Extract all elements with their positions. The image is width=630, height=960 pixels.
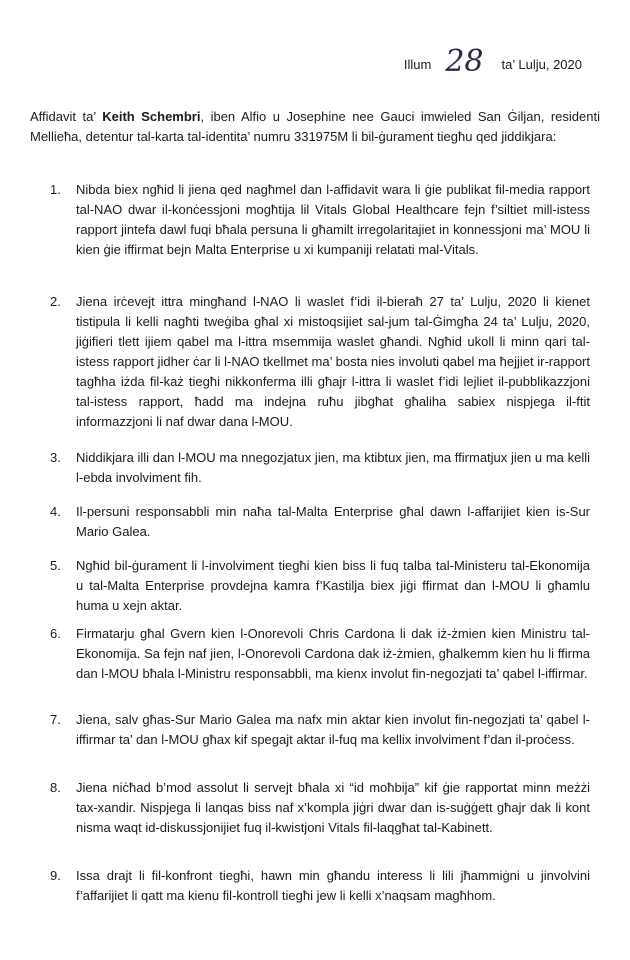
- item-text: Firmatarju għal Gvern kien l-Onorevoli Chris Cardona li dak iż-żmien kien Ministru tal-Ekonomija. Sa fejn naf jien, l-Onorevoli Cardona dak iż-żmien, għalkemm kien hu li ffirma dan l-MOU bħala l-Ministru responsabbli, ma kienx involut fin-negozjati ta’ qabel l-iffirmar.: [76, 626, 590, 681]
- date-prefix: Illum: [403, 57, 432, 72]
- item-number: 9.: [50, 868, 61, 883]
- affiant-name: Keith Schembri: [102, 109, 201, 124]
- intro-paragraph: [30, 107, 600, 147]
- item-number: 7.: [50, 712, 61, 727]
- item-text: Jiena, salv għas-Sur Mario Galea ma nafx min aktar kien involut fin-negozjati ta’ qabel l-iffirmar ta’ dan l-MOU għax kif spegajt aktar il-fuq ma kellix involviment f’dan il-proċess.: [76, 712, 590, 747]
- item-text: Ngħid bil-ġurament li l-involviment tiegħi kien biss li fuq talba tal-Ministeru tal-Ekonomija u tal-Malta Enterprise provdejna kamra f’Kastilja biex jiġi ffirmat dan l-MOU li għamlu huma u xejn aktar.: [76, 558, 590, 613]
- item-number: 1.: [50, 182, 61, 197]
- item-number: 5.: [50, 558, 61, 573]
- item-number: 6.: [50, 626, 61, 641]
- item-text: Il-persuni responsabbli min naħa tal-Malta Enterprise għal dawn l-affarijiet kien is-Sur Mario Galea.: [76, 504, 590, 539]
- item-text: Niddikjara illi dan l-MOU ma nnegozjatux jien, ma ktibtux jien, ma ffirmatjux jien u ma kelli l-ebda involviment fih.: [76, 450, 590, 485]
- item-number: 2.: [50, 294, 61, 309]
- intro-rest: , iben Alfio u Josephine nee Gauci imwieled San Ġiljan, residenti Mellieħa, detentur tal-karta tal-identita’ numru 331975M li bil-ġurament tiegħu qed jiddikjara:: [30, 109, 600, 144]
- intro-prefix: Affidavit ta’: [30, 109, 96, 124]
- item-text: Issa drajt li fil-konfront tiegħi, hawn min għandu interess li lili jħammiġni u jinvolvini f’affarijiet li qatt ma kienu fil-kontroll tiegħi jew li kelli x’naqsam magħhom.: [76, 868, 590, 903]
- item-number: 8.: [50, 780, 61, 795]
- date-suffix: ta’ Lulju, 2020: [501, 57, 582, 72]
- item-text: Nibda biex ngħid li jiena qed nagħmel dan l-affidavit wara li ġie publikat fil-media rapport tal-NAO dwar il-konċessjoni mogħtija lil Vitals Global Healthcare fejn f’siltiet mill-istess rapport jintefa dawl fuqi bħala persuna li għamilt irregolaritajiet in konnessjoni ma’ MOU li kien ġie iffirmat bejn Malta Enterprise u xi kumpaniji relatati mal-Vitals.: [76, 182, 590, 257]
- item-text: Jiena niċħad b’mod assolut li servejt bħala xi “id moħbija” kif ġie rapportat minn meżżi tax-xandir. Nispjega li lanqas biss naf x’kompla jiġri dwar dan is-suġġett għajr dak li kont nisma waqt id-diskussjonijiet fuq il-kwistjoni Vitals fil-laqgħat tal-Kabinett.: [76, 780, 590, 835]
- item-text: Jiena irċevejt ittra mingħand l-NAO li waslet f’idi il-bieraħ 27 ta’ Lulju, 2020 li kienet tistipula li kelli nagħti tweġiba għal xi mistoqsijiet sal-jum tal-Ġimgħa 24 ta’ Lulju, 2020, jiġifieri tlett ijiem qabel ma l-ittra msemmija waslet għandi. Ngħid ukoll li minn qari tal-istess rapport jidher ċar li l-NAO tkellmet ma’ bosta nies involuti qabel ma ħejjiet ir-rapport tagħha iżda fil-każ tiegħi nikkonferma illi għajr l-ittra li waslet f’idi lejliet il-pubblikazzjoni tal-istess rapport, ħadd ma indejna ruħu jibgħat għaliha sabiex nispjega il-ftit informazzjoni li naf dwar dana l-MOU.: [76, 294, 590, 429]
- item-number: 4.: [50, 504, 61, 519]
- item-number: 3.: [50, 450, 61, 465]
- date-line: [403, 44, 582, 79]
- handwritten-day: 28: [445, 44, 484, 79]
